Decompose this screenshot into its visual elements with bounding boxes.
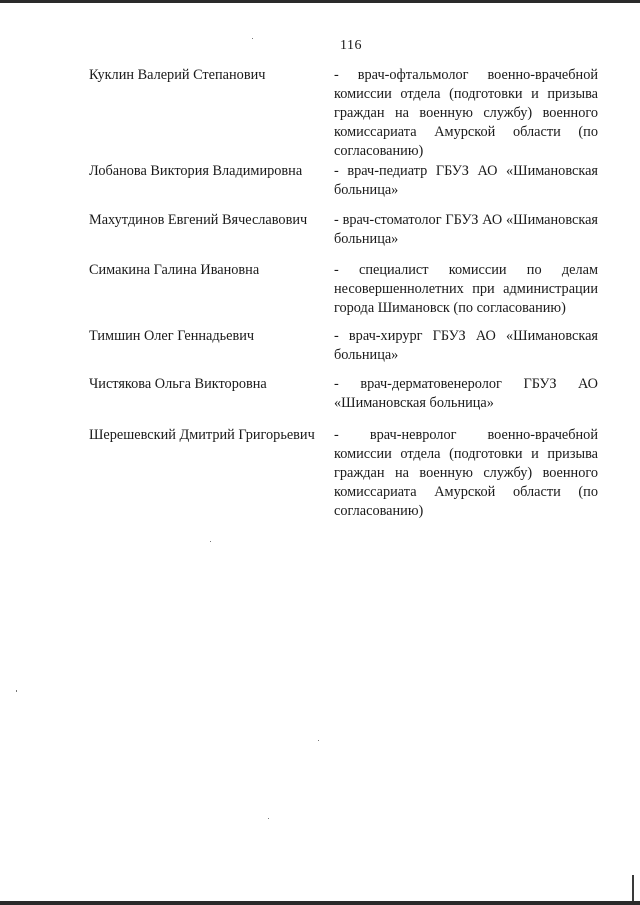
member-name: Шерешевский Дмитрий Григорьевич: [89, 427, 315, 443]
member-name: Махутдинов Евгений Вячеславович: [89, 212, 308, 228]
scan-speck: [252, 38, 253, 39]
member-name: Чистякова Ольга Викторовна: [89, 376, 267, 392]
member-role: - врач-педиатр ГБУЗ АО «Шимановская больница»: [334, 163, 598, 198]
member-name: Куклин Валерий Степанович: [89, 67, 266, 83]
member-name: Симакина Галина Ивановна: [89, 262, 260, 278]
scan-speck: [16, 690, 17, 692]
member-role: - врач-стоматолог ГБУЗ АО «Шимановская больница»: [334, 212, 598, 247]
scan-speck: [268, 818, 269, 819]
scan-speck: [210, 541, 211, 542]
member-name: Тимшин Олег Геннадьевич: [89, 328, 255, 344]
scan-edge-mark: [632, 875, 634, 901]
scan-speck: [318, 740, 319, 741]
member-role: - специалист комиссии по делам несовершеннолетних при администрации города Шимановск (по согласованию): [334, 262, 598, 316]
member-role: - врач-дерматовенеролог ГБУЗ АО «Шимановская больница»: [334, 376, 598, 411]
member-role: - врач-хирург ГБУЗ АО «Шимановская больница»: [334, 328, 598, 363]
scan-edge-bottom: [0, 901, 640, 905]
member-role: - врач-невролог военно-врачебной комиссии отдела (подготовки и призыва граждан на военную службу) военного комиссариата Амурской области (по согласованию): [334, 427, 598, 519]
member-name: Лобанова Виктория Владимировна: [89, 163, 303, 179]
scan-edge-top: [0, 0, 640, 3]
member-role: - врач-офтальмолог военно-врачебной комиссии отдела (подготовки и призыва граждан на военную службу) военного комиссариата Амурской области (по согласованию): [334, 67, 598, 159]
page-number: 116: [340, 38, 362, 53]
